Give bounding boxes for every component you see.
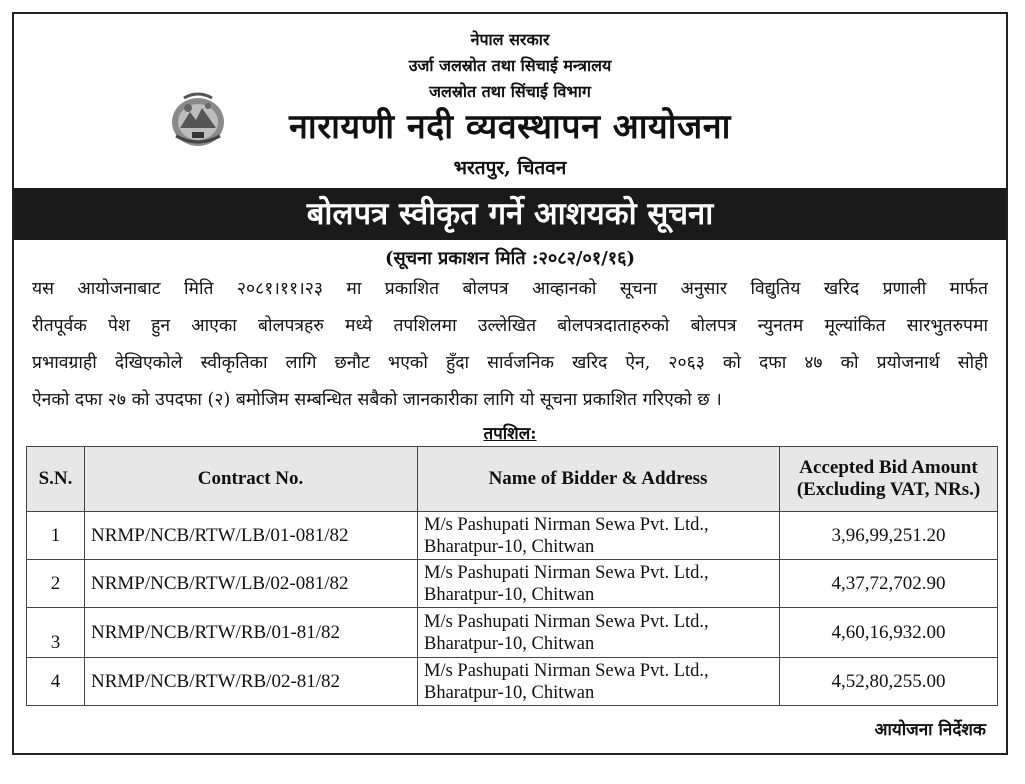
notice-title: बोलपत्र स्वीकृत गर्ने आशयको सूचना bbox=[306, 196, 714, 232]
table-header-row bbox=[27, 447, 998, 512]
cell-contract: NRMP/NCB/RTW/LB/01-081/82 bbox=[85, 512, 418, 560]
column-header-sn: S.N. bbox=[27, 447, 85, 512]
cell-contract: NRMP/NCB/RTW/LB/02-081/82 bbox=[85, 560, 418, 608]
cell-contract: NRMP/NCB/RTW/RB/01-81/82 bbox=[85, 608, 418, 658]
nepal-government-emblem-icon bbox=[166, 88, 230, 152]
notice-frame bbox=[12, 12, 1008, 755]
ministry-name: उर्जा जलस्रोत तथा सिचाई मन्त्रालय bbox=[408, 56, 612, 75]
notice-body-line: रीतपूर्वक पेश हुन आएका बोलपत्रहरु मध्ये तपशिलमा उल्लेखित बोलपत्रदाताहरुको बोलपत्र न्युनतम मूल्यांकित सारभुतरुपमा bbox=[32, 316, 988, 336]
bidder-address: Bharatpur-10, Chitwan bbox=[424, 682, 595, 703]
notice-title-banner bbox=[14, 188, 1006, 240]
cell-bidder bbox=[418, 658, 780, 706]
department-name: जलस्रोत तथा सिंचाई विभाग bbox=[429, 82, 591, 101]
column-header-amount-line2: (Excluding VAT, NRs.) bbox=[796, 479, 981, 500]
column-header-bidder: Name of Bidder & Address bbox=[418, 447, 780, 512]
cell-sn: 2 bbox=[27, 560, 85, 608]
cell-contract: NRMP/NCB/RTW/RB/02-81/82 bbox=[85, 658, 418, 706]
column-header-contract: Contract No. bbox=[85, 447, 418, 512]
signature-project-director: आयोजना निर्देशक bbox=[874, 720, 986, 740]
bidder-name: M/s Pashupati Nirman Sewa Pvt. Ltd., bbox=[424, 514, 709, 535]
cell-amount: 3,96,99,251.20 bbox=[780, 512, 998, 560]
cell-amount: 4,52,80,255.00 bbox=[780, 658, 998, 706]
cell-sn: 1 bbox=[27, 512, 85, 560]
project-location: भरतपुर, चितवन bbox=[453, 157, 567, 179]
cell-sn: 4 bbox=[27, 658, 85, 706]
notice-body-line: यस आयोजनाबाट मिति २०८१।११।२३ मा प्रकाशित बोलपत्र आव्हानको सूचना अनुसार विद्युतिय खरिद प्रणाली मार्फत bbox=[32, 279, 988, 299]
bidder-address: Bharatpur-10, Chitwan bbox=[424, 633, 595, 654]
bidder-address: Bharatpur-10, Chitwan bbox=[424, 584, 595, 605]
cell-bidder bbox=[418, 608, 780, 658]
cell-sn: 3 bbox=[27, 608, 85, 658]
table-row bbox=[27, 560, 998, 608]
table-row bbox=[27, 608, 998, 658]
bidder-name: M/s Pashupati Nirman Sewa Pvt. Ltd., bbox=[424, 562, 709, 583]
notice-body-line: ऐनको दफा २७ को उपदफा (२) बमोजिम सम्बन्धित सबैको जानकारीका लागि यो सूचना प्रकाशित गरिएको छ । bbox=[32, 390, 722, 410]
project-name: नारायणी नदी व्यवस्थापन आयोजना bbox=[289, 107, 731, 147]
accepted-bids-table bbox=[26, 446, 998, 706]
table-row bbox=[27, 658, 998, 706]
cell-amount: 4,37,72,702.90 bbox=[780, 560, 998, 608]
bidder-name: M/s Pashupati Nirman Sewa Pvt. Ltd., bbox=[424, 611, 709, 632]
notice-body-line: प्रभावग्राही देखिएकोले स्वीकृतिका लागि छनौट भएको हुँदा सार्वजनिक खरिद ऐन, २०६३ को दफा ४७ को प्रयोजनार्थ सोही bbox=[32, 353, 988, 373]
cell-bidder bbox=[418, 560, 780, 608]
table-row bbox=[27, 512, 998, 560]
government-name: नेपाल सरकार bbox=[470, 30, 550, 49]
bidder-address: Bharatpur-10, Chitwan bbox=[424, 536, 595, 557]
notice-body bbox=[32, 271, 988, 419]
column-header-amount bbox=[780, 447, 998, 512]
bidder-name: M/s Pashupati Nirman Sewa Pvt. Ltd., bbox=[424, 660, 709, 681]
notice-header bbox=[14, 14, 1006, 189]
column-header-amount-line1: Accepted Bid Amount bbox=[799, 457, 978, 478]
schedule-heading: तपशिल: bbox=[483, 424, 537, 444]
cell-bidder bbox=[418, 512, 780, 560]
cell-amount: 4,60,16,932.00 bbox=[780, 608, 998, 658]
publication-date: (सूचना प्रकाशन मिति :२०८२/०१/१६) bbox=[384, 248, 636, 269]
